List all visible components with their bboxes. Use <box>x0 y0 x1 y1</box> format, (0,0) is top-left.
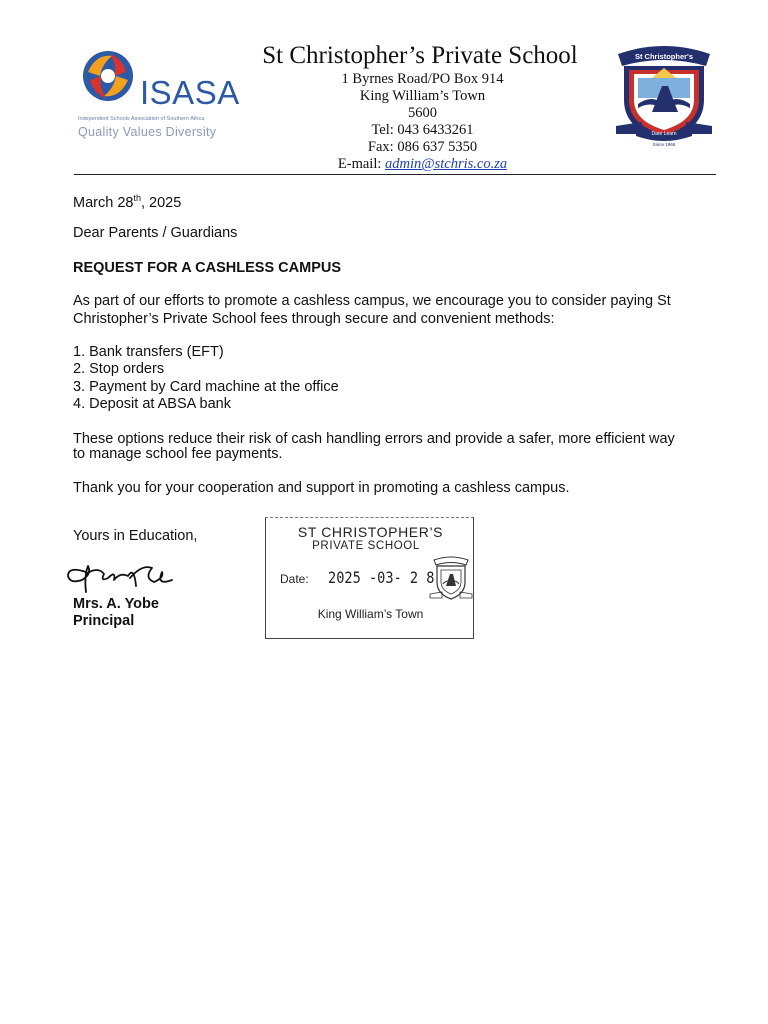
stamp-crest-icon <box>428 554 474 604</box>
paragraph-3: Thank you for your cooperation and support in promoting a cashless campus. <box>73 480 570 496</box>
stamp-date-value: 2025 -03- 2 8 <box>328 568 435 587</box>
email-label: E-mail: <box>337 156 382 172</box>
letter-date-day: March 28 <box>73 194 134 211</box>
list-item: 4. Deposit at ABSA bank <box>73 395 231 412</box>
payment-methods-list <box>73 344 339 413</box>
paragraph-2-line-2: to manage school fee payments. <box>73 446 283 462</box>
address-line-2: King William’s Town <box>359 88 486 104</box>
school-crest-icon <box>612 42 716 148</box>
list-item: 2. Stop orders <box>73 361 165 378</box>
list-item: 1. Bank transfers (EFT) <box>73 344 224 360</box>
subject-heading: REQUEST FOR A CASHLESS CAMPUS <box>73 260 342 276</box>
signer-name: Mrs. A. Yobe <box>73 596 159 612</box>
school-name: St Christopher’s Private School <box>262 42 578 69</box>
stamp-town: King William’s Town <box>317 607 424 621</box>
letter-date <box>73 190 181 212</box>
isasa-tagline: Quality Values Diversity <box>78 125 217 139</box>
stamp-date-label: Date: <box>280 572 309 586</box>
letter-date-suffix: th <box>133 193 141 203</box>
isasa-wordmark: ISASA <box>140 74 240 111</box>
stamp-school-name: ST CHRISTOPHER’S <box>297 524 444 540</box>
email-row <box>250 156 595 173</box>
paragraph-2-line-1: These options reduce their risk of cash handling errors and provide a safer, more efficient way <box>73 431 675 447</box>
crest-banner-text: St Christopher's <box>634 52 694 61</box>
paragraph-1-line-2: Christopher’s Private School fees through secure and convenient methods: <box>73 311 555 327</box>
crest-since: Since 1966 <box>652 142 676 147</box>
email-link[interactable]: admin@stchris.co.za <box>385 156 508 172</box>
postal-code: 5600 <box>408 105 437 121</box>
crest-motto: Dare Learn <box>651 131 677 137</box>
signer-title: Principal <box>73 613 135 629</box>
letter-date-year: , 2025 <box>140 194 182 211</box>
paragraph-1-line-1: As part of our efforts to promote a cashless campus, we encourage you to consider paying St <box>73 293 671 309</box>
school-stamp <box>265 517 474 639</box>
list-item: 3. Payment by Card machine at the office <box>73 378 339 395</box>
header-divider <box>74 174 716 175</box>
closing: Yours in Education, <box>73 528 198 544</box>
telephone: Tel: 043 6433261 <box>371 122 474 138</box>
greeting: Dear Parents / Guardians <box>73 225 238 241</box>
stamp-subtitle: PRIVATE SCHOOL <box>312 540 420 552</box>
address-line-1: 1 Byrnes Road/PO Box 914 <box>341 71 504 87</box>
signature-icon <box>64 556 176 596</box>
isasa-fullname: Independent Schools Association of Southern Africa <box>78 116 205 122</box>
fax: Fax: 086 637 5350 <box>367 139 478 155</box>
